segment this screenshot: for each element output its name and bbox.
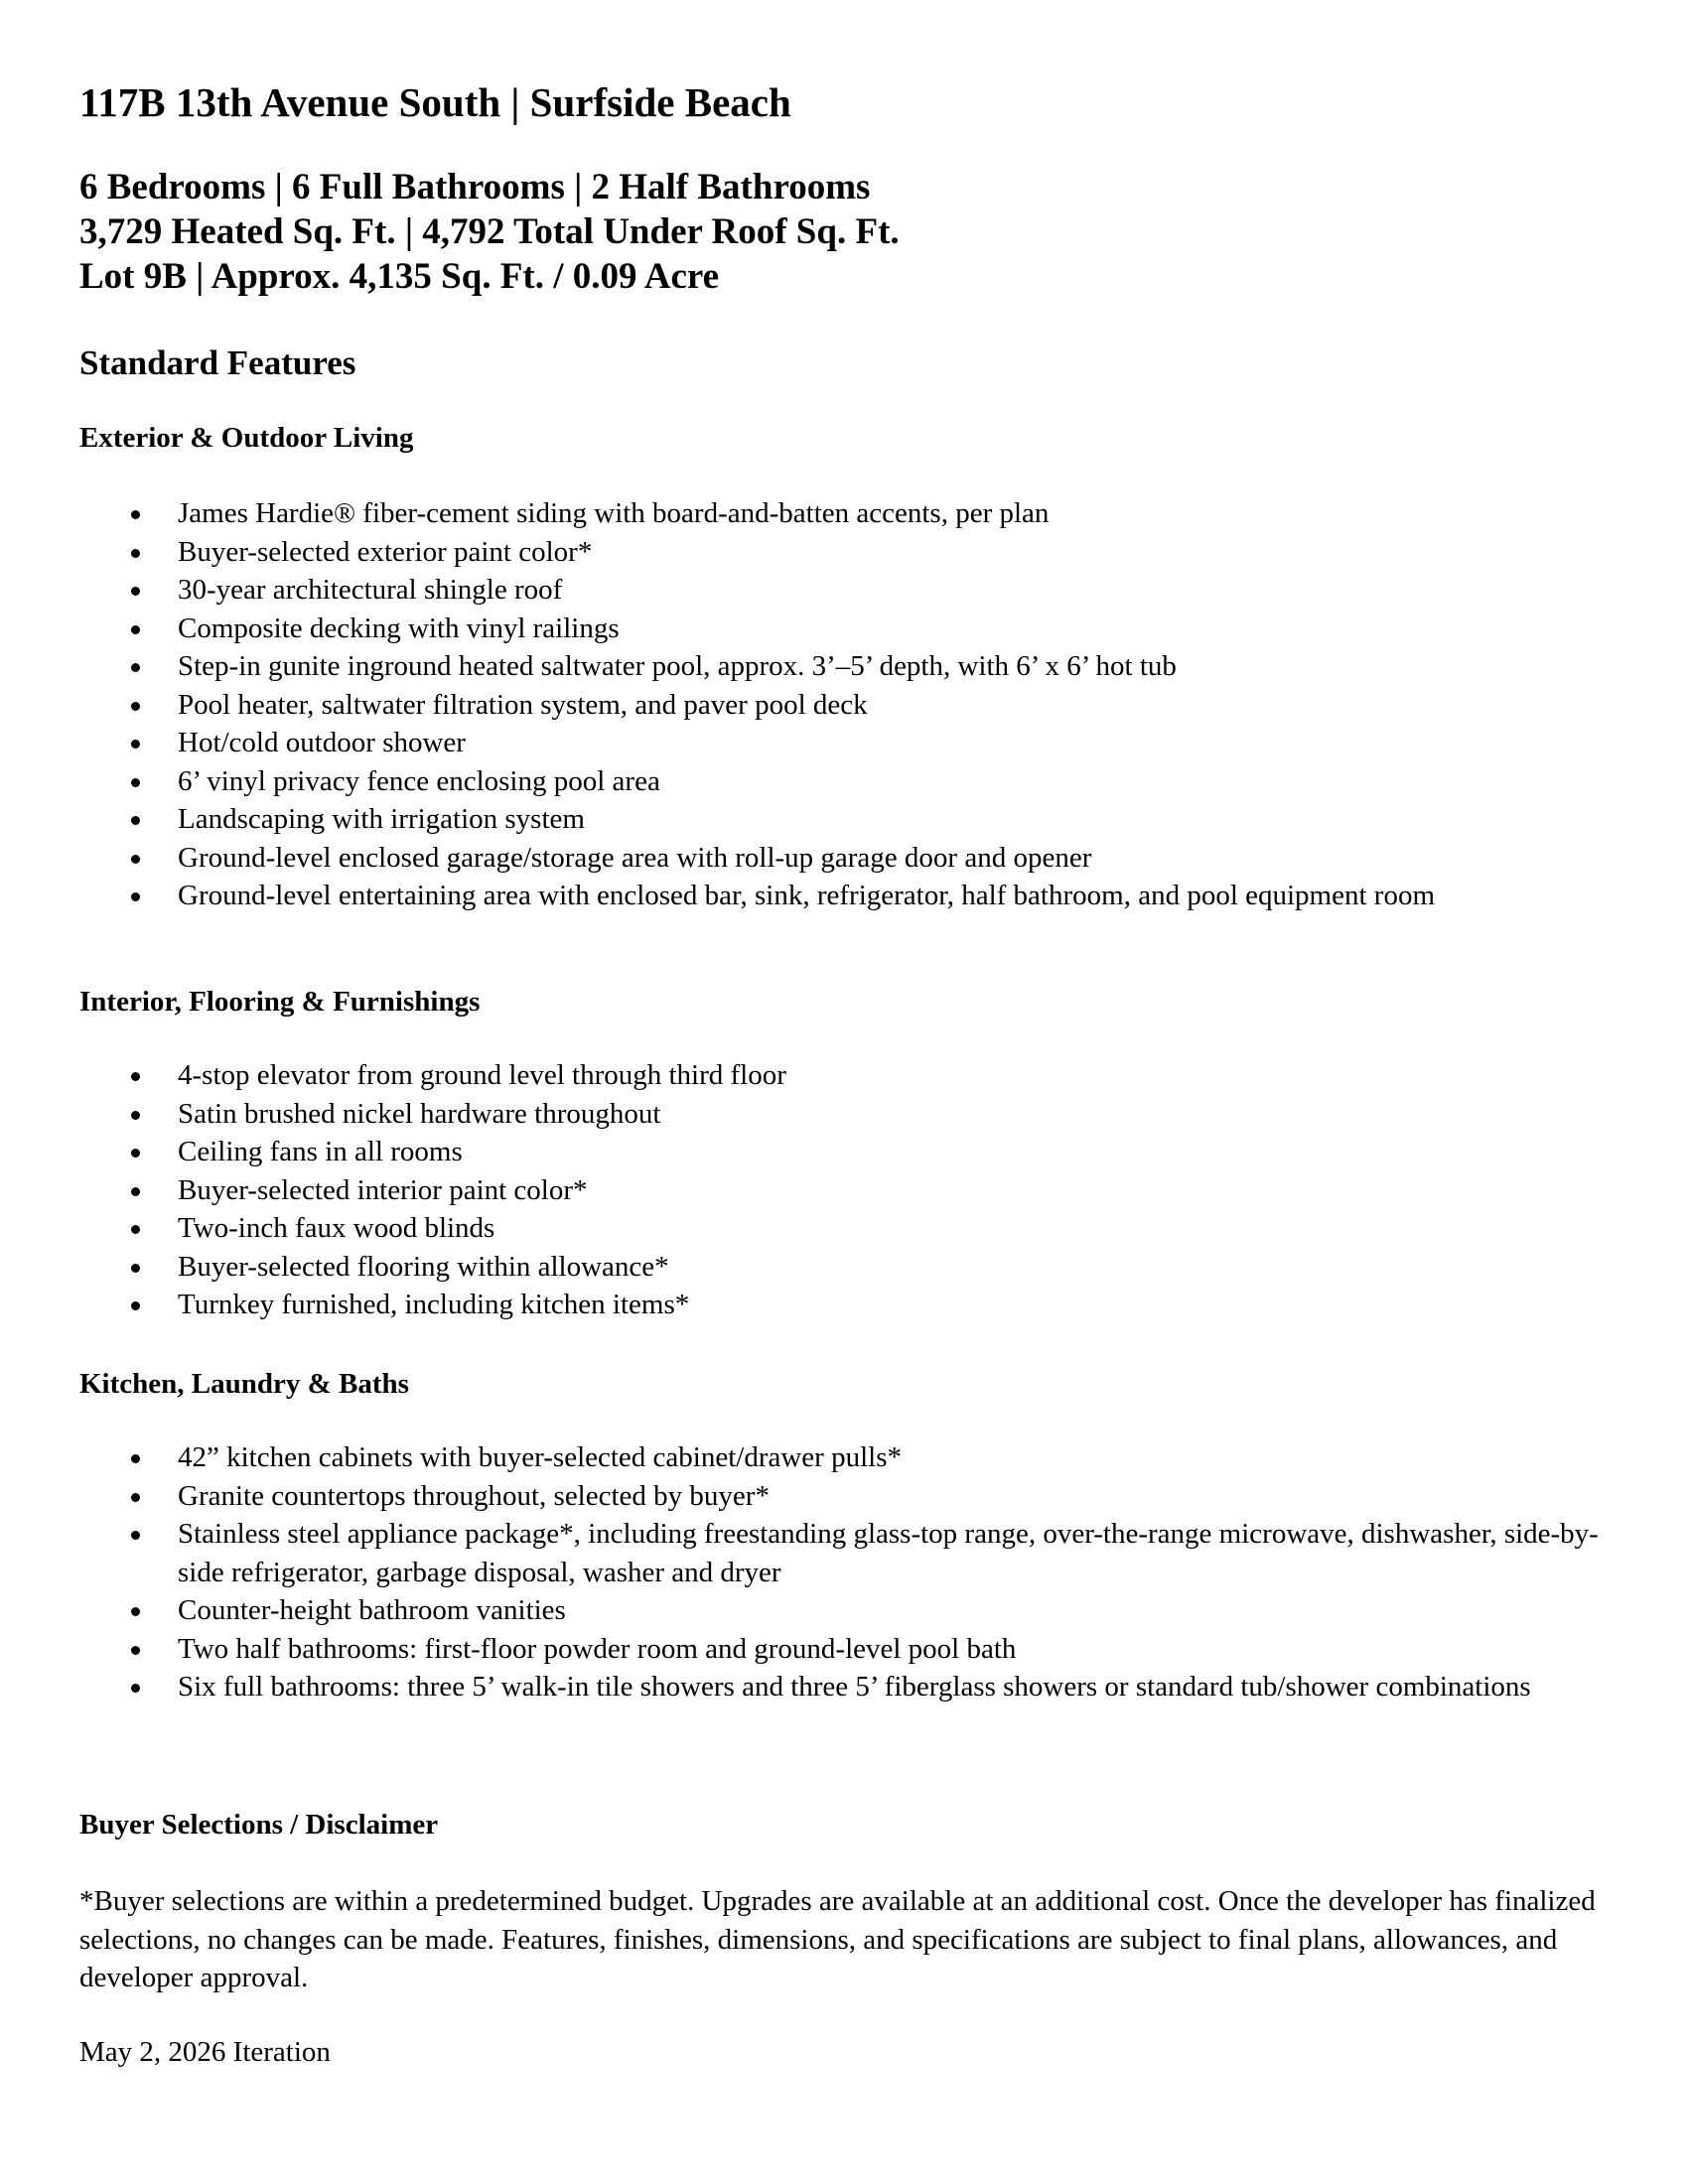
bullet-icon <box>131 1646 140 1655</box>
list-item-text: 4-stop elevator from ground level through third floor <box>178 1059 786 1091</box>
list-item <box>79 762 1609 801</box>
list-item <box>79 1056 1609 1095</box>
list-item-text: Ground-level entertaining area with enclosed bar, sink, refrigerator, half bathroom, and pool equipment room <box>178 880 1436 911</box>
iteration-date: May 2, 2026 Iteration <box>79 2036 331 2068</box>
spec-lot-size: Lot 9B | Approx. 4,135 Sq. Ft. / 0.09 Acre <box>79 256 720 297</box>
exterior-section-heading: Exterior & Outdoor Living <box>79 422 414 454</box>
list-item <box>79 800 1609 839</box>
list-item-text: Step-in gunite inground heated saltwater pool, approx. 3’–5’ depth, with 6’ x 6’ hot tub <box>178 650 1177 682</box>
list-item-text: Two-inch faux wood blinds <box>178 1212 495 1244</box>
list-item <box>79 686 1609 725</box>
list-item <box>79 1591 1609 1630</box>
bullet-icon <box>131 855 140 864</box>
list-item <box>79 724 1609 762</box>
disclaimer-section-heading: Buyer Selections / Disclaimer <box>79 1809 439 1841</box>
bullet-icon <box>131 892 140 901</box>
interior-section-heading: Interior, Flooring & Furnishings <box>79 986 481 1018</box>
bullet-icon <box>131 1072 140 1081</box>
bullet-icon <box>131 510 140 519</box>
list-item <box>79 1515 1609 1591</box>
list-item-text: Composite decking with vinyl railings <box>178 612 620 644</box>
bullet-icon <box>131 740 140 749</box>
list-item <box>79 1248 1609 1287</box>
list-item-text: Six full bathrooms: three 5’ walk-in tile showers and three 5’ fiberglass showers or standard tub/shower combinations <box>178 1671 1531 1703</box>
list-item-text: Buyer-selected exterior paint color* <box>178 535 593 568</box>
bullet-icon <box>131 1264 140 1273</box>
list-item <box>79 494 1609 533</box>
bullet-icon <box>131 816 140 825</box>
bullet-icon <box>131 1225 140 1234</box>
spec-square-footage: 3,729 Heated Sq. Ft. | 4,792 Total Under Roof Sq. Ft. <box>79 211 900 252</box>
list-item <box>79 610 1609 648</box>
bullet-icon <box>131 778 140 787</box>
property-title: 117B 13th Avenue South | Surfside Beach <box>79 79 791 125</box>
disclaimer-text: *Buyer selections are within a predetermined budget. Upgrades are available at an additional cost. Once the developer has finalized selections, no changes can be made. Features, finishes, dimensions, and specifications are subject to final plans, allowances, and developer approval. <box>79 1885 1596 1993</box>
list-item-text: Stainless steel appliance package*, including freestanding glass-top range, over-the-range microwave, dishwasher, side-by-side refrigerator, garbage disposal, washer and dryer <box>178 1518 1599 1588</box>
list-item-text: James Hardie® fiber-cement siding with board-and-batten accents, per plan <box>178 497 1050 529</box>
list-item-text: Ceiling fans in all rooms <box>178 1136 463 1167</box>
bullet-icon <box>131 1607 140 1616</box>
bullet-icon <box>131 625 140 634</box>
kitchen-feature-list <box>79 1438 1609 1706</box>
list-item-text: Ground-level enclosed garage/storage area with roll-up garage door and opener <box>178 841 1092 874</box>
bullet-icon <box>131 702 140 711</box>
list-item <box>79 1477 1609 1516</box>
list-item <box>79 647 1609 686</box>
bullet-icon <box>131 1111 140 1120</box>
bullet-icon <box>131 549 140 558</box>
bullet-icon <box>131 1149 140 1158</box>
list-item-text: 30-year architectural shingle roof <box>178 574 563 606</box>
list-item-text: Landscaping with irrigation system <box>178 803 585 835</box>
list-item <box>79 1668 1609 1706</box>
bullet-icon <box>131 1301 140 1310</box>
list-item <box>79 533 1609 572</box>
list-item <box>79 1133 1609 1171</box>
spec-rooms: 6 Bedrooms | 6 Full Bathrooms | 2 Half Bathrooms <box>79 167 871 207</box>
exterior-feature-list <box>79 494 1609 915</box>
list-item <box>79 877 1609 915</box>
list-item-text: Hot/cold outdoor shower <box>178 727 466 758</box>
list-item <box>79 1095 1609 1134</box>
list-item-text: Granite countertops throughout, selected by buyer* <box>178 1479 770 1512</box>
list-item-text: Two half bathrooms: first-floor powder room and ground-level pool bath <box>178 1632 1017 1665</box>
list-item <box>79 1438 1609 1477</box>
list-item <box>79 1630 1609 1669</box>
bullet-icon <box>131 1187 140 1196</box>
bullet-icon <box>131 1684 140 1693</box>
property-specs <box>79 165 900 299</box>
list-item-text: Pool heater, saltwater filtration system, and paver pool deck <box>178 688 868 721</box>
list-item-text: Buyer-selected flooring within allowance* <box>178 1250 669 1283</box>
standard-features-heading: Standard Features <box>79 343 356 382</box>
list-item-text: 6’ vinyl privacy fence enclosing pool area <box>178 764 660 797</box>
list-item-text: Turnkey furnished, including kitchen items* <box>178 1289 690 1320</box>
list-item <box>79 1171 1609 1210</box>
bullet-icon <box>131 1493 140 1502</box>
bullet-icon <box>131 663 140 672</box>
list-item <box>79 1209 1609 1248</box>
list-item-text: Buyer-selected interior paint color* <box>178 1173 588 1206</box>
bullet-icon <box>131 587 140 596</box>
list-item-text: Satin brushed nickel hardware throughout <box>178 1097 661 1130</box>
list-item <box>79 1286 1609 1324</box>
list-item-text: 42” kitchen cabinets with buyer-selected cabinet/drawer pulls* <box>178 1441 902 1473</box>
list-item <box>79 571 1609 610</box>
bullet-icon <box>131 1531 140 1540</box>
list-item-text: Counter-height bathroom vanities <box>178 1594 566 1626</box>
bullet-icon <box>131 1454 140 1463</box>
list-item <box>79 839 1609 878</box>
interior-feature-list <box>79 1056 1609 1324</box>
kitchen-section-heading: Kitchen, Laundry & Baths <box>79 1368 409 1400</box>
